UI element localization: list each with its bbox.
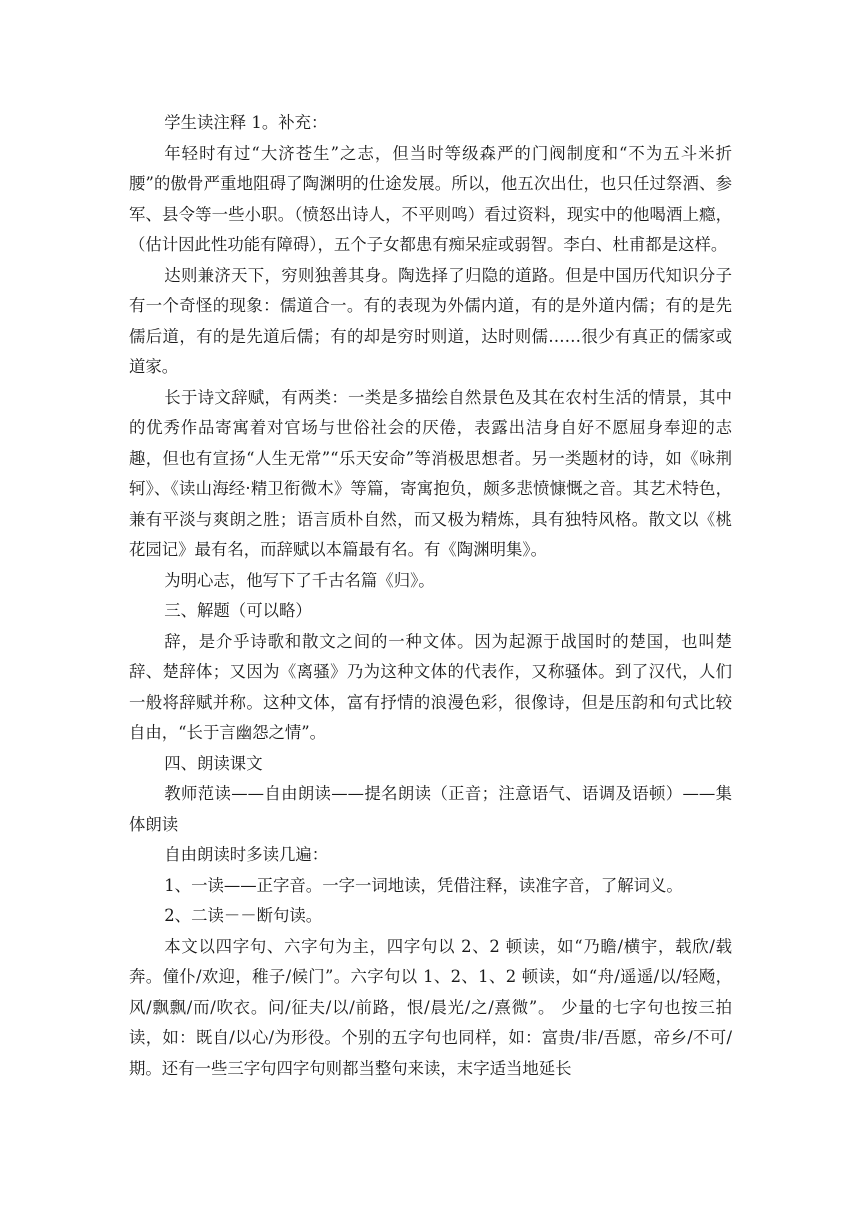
paragraph-early-ambition: 年轻时有过“大济苍生”之志，但当时等级森严的门阀制度和“不为五斗米折腰”的傲骨严重地阻碍了陶渊明的仕途发展。所以，他五次出仕，也只任过祭酒、参军、县令等一些小职。（愤怒出诗人，不平则鸣）看过资料，现实中的他喝酒上瘾，（估计因此性功能有障碍），五个子女都患有痴呆症或弱智。李白、杜甫都是这样。: [129, 143, 732, 254]
paragraph-rhythm-explanation: 本文以四字句、六字句为主，四字句以 2、2 顿读，如“乃瞻/横宇，载欣/载奔。僮仆/欢迎，稚子/候门”。六字句以 1、2、1、2 顿读，如“舟/遥遥/以/轻飏，风/飘飘/而/吹衣。问/征夫/以/前路，恨/晨光/之/熹微”。 少量的七字句也按三拍读，如：既自/以心/为形役。个别的五字句也同样，如：富贵/非/吾愿，帝乡/不可/期。还有一些三字句四字句则都当整句来读，末字适当地延长: [129, 936, 732, 1078]
paragraph-ci-genre: 辞，是介乎诗歌和散文之间的一种文体。因为起源于战国时的楚国，也叫楚辞、楚辞体；又因为《离骚》乃为这种文体的代表作，又称骚体。到了汉代，人们一般将辞赋并称。这种文体，富有抒情的浪漫色彩，很像诗，但是压韵和句式比较自由，“长于言幽怨之情”。: [129, 631, 732, 742]
paragraph-wrote-gui: 为明心志，他写下了千古名篇《归》。: [164, 570, 435, 590]
heading-section-four: 四、朗读课文: [164, 753, 263, 773]
paragraph-literary-works: 长于诗文辞赋，有两类：一类是多描绘自然景色及其在农村生活的情景，其中的优秀作品寄寓着对官场与世俗社会的厌倦，表露出洁身自好不愿屈身奉迎的志趣，但也有宣扬“人生无常”“乐天安命”等消极思想者。另一类题材的诗，如《咏荆轲》、《读山海经·精卫衔微木》等篇，寄寓抱负，颇多悲愤慷慨之音。其艺术特色，兼有平淡与爽朗之胜；语言质朴自然，而又极为精炼，具有独特风格。散文以《桃花园记》最有名，而辞赋以本篇最有名。有《陶渊明集》。: [129, 387, 732, 559]
paragraph-confucian-taoist: 达则兼济天下，穷则独善其身。陶选择了归隐的道路。但是中国历代知识分子有一个奇怪的现象：儒道合一。有的表现为外儒内道，有的是外道内儒；有的是先儒后道，有的是先道后儒；有的却是穷时则道，达时则儒……很少有真正的儒家或道家。: [129, 265, 732, 376]
heading-section-three: 三、解题（可以略）: [164, 601, 312, 620]
list-item-first-reading: 1、一读——正字音。一字一词地读，凭借注释，读准字音，了解词义。: [164, 875, 683, 895]
paragraph-student-notes: 学生读注释 1。补充：: [164, 113, 328, 132]
paragraph-reading-steps: 教师范读——自由朗读——提名朗读（正音；注意语气、语调及语顿）——集体朗读: [129, 784, 732, 834]
paragraph-read-several-times: 自由朗读时多读几遍：: [164, 845, 329, 864]
list-item-second-reading: 2、二读－－断句读。: [164, 906, 323, 925]
document-body: [129, 108, 732, 1084]
